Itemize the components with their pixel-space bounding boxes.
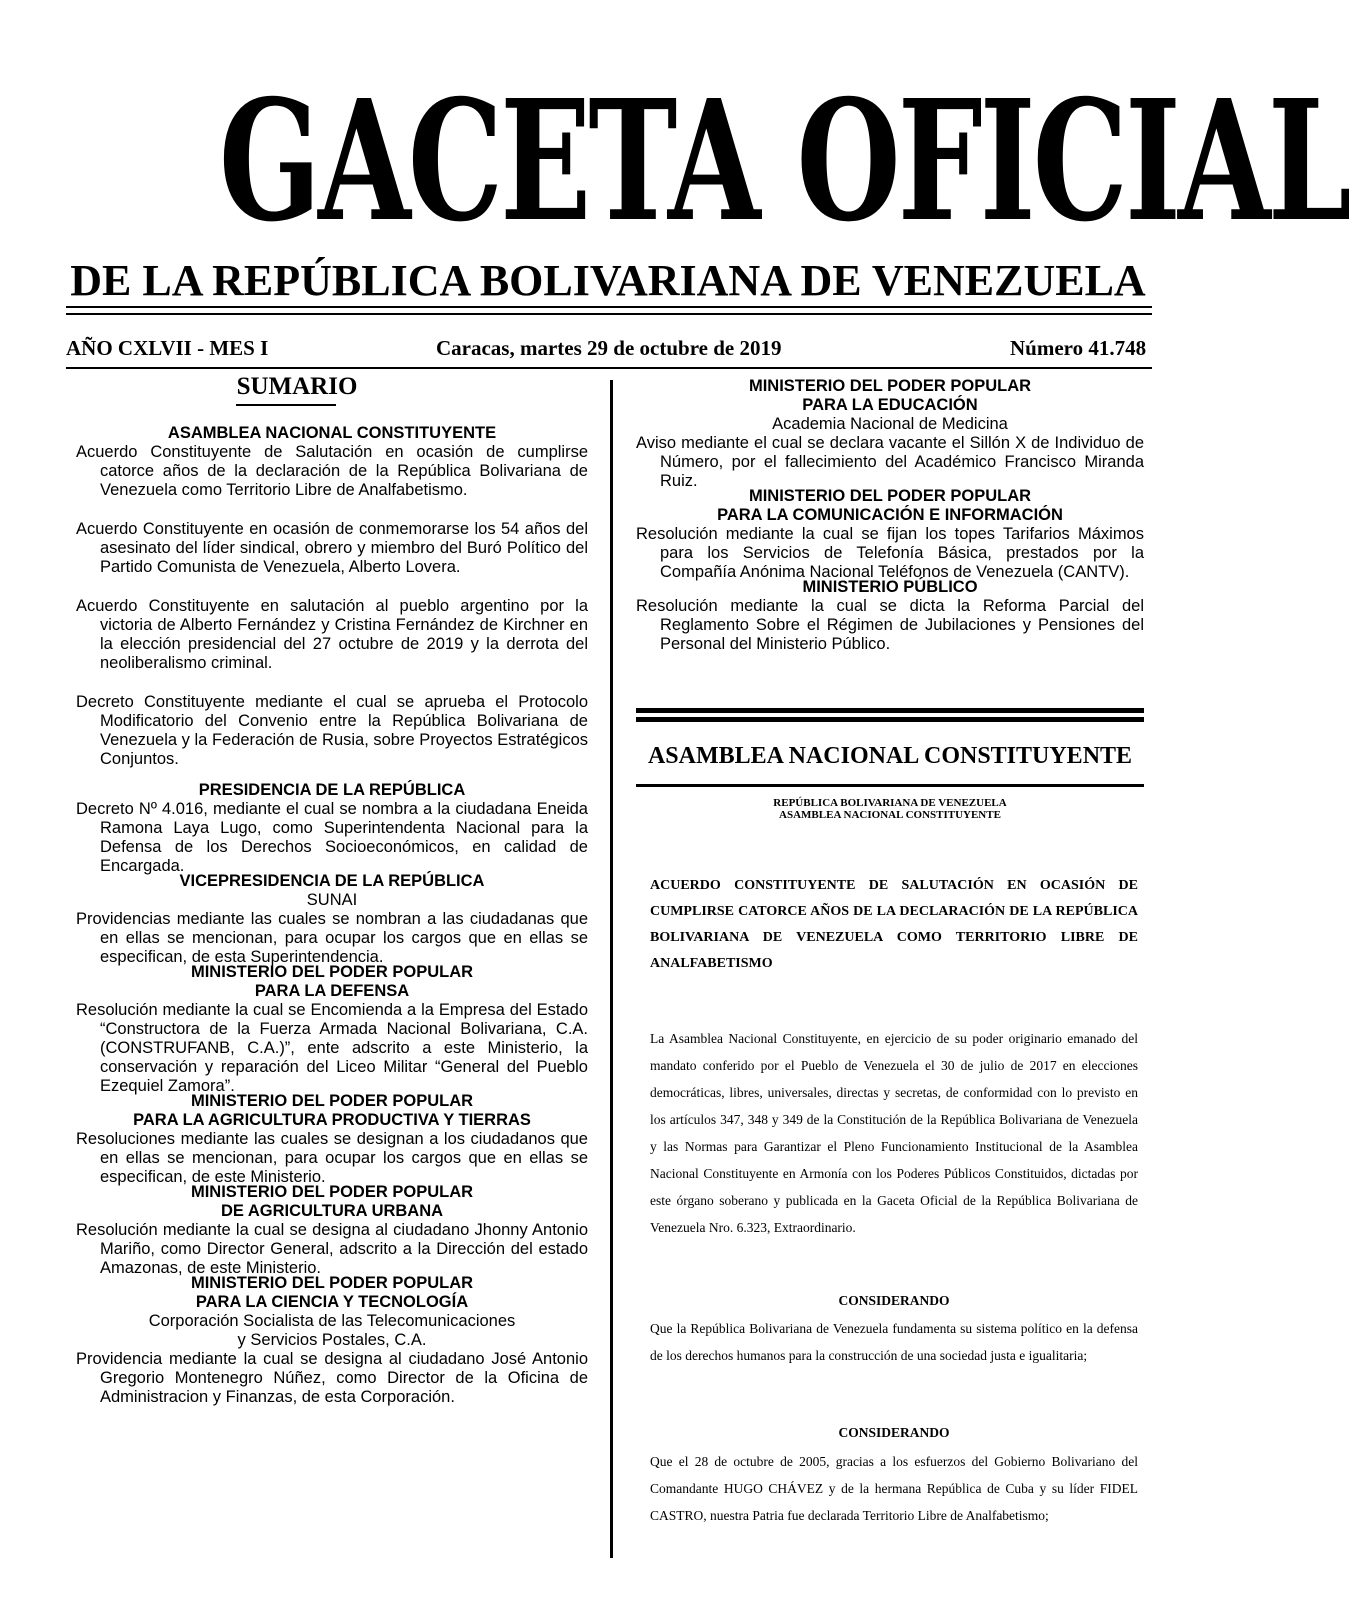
- article-intro: La Asamblea Nacional Constituyente, en ejercicio de su poder originario emanado del mandato conferido por el Pueblo de Venezuela el 30 de julio de 2017 en elecciones democráticas, libres, universales, directas y secretas, de conformidad con lo previsto en los artículos 347, 348 y 349 de la Constitución de la República Bolivariana de Venezuela y las Normas para Garantizar el Pleno Funcionamiento Institucional de la Asamblea Nacional Constituyente en Armonía con los Poderes Públicos Constituidos, dictadas por este órgano soberano y publicada en la Gaceta Oficial de la República Bolivariana de Venezuela Nro. 6.323, Extraordinario.: [650, 1031, 1138, 1235]
- sumario-entry: Resolución mediante la cual se fijan los topes Tarifarios Máximos para los Servicios de Telefonía Básica, prestados por la Compañía Anónima Nacional Teléfonos de Venezuela (CANTV).: [636, 525, 1144, 581]
- sumario-section-defensa: [76, 963, 588, 1096]
- sumario-entry: Resolución mediante la cual se designa al ciudadano Jhonny Antonio Mariño, como Director General, adscrito a la Dirección del estado Amazonas, de este Ministerio.: [76, 1221, 588, 1277]
- section-title-line: PARA LA AGRICULTURA PRODUCTIVA Y TIERRAS: [133, 1111, 531, 1129]
- section-title: VICEPRESIDENCIA DE LA REPÚBLICA: [179, 872, 485, 890]
- section-subtitle: Academia Nacional de Medicina: [772, 415, 1008, 433]
- issue-date: Caracas, martes 29 de octubre de 2019: [436, 336, 782, 360]
- section-title-line: MINISTERIO DEL PODER POPULAR: [748, 487, 1032, 505]
- article-section-heading: ASAMBLEA NACIONAL CONSTITUYENTE: [647, 743, 1133, 769]
- sumario-heading: SUMARIO: [236, 373, 358, 400]
- considerando-heading-1: CONSIDERANDO: [838, 1293, 950, 1308]
- masthead-rule-bottom: [66, 313, 1152, 315]
- section-title-line: MINISTERIO DEL PODER POPULAR: [190, 1183, 474, 1201]
- article-title: ACUERDO CONSTITUYENTE DE SALUTACIÓN EN OCASIÓN DE CUMPLIRSE CATORCE AÑOS DE LA DECLARACIÓN DE LA REPÚBLICA BOLIVARIANA DE VENEZUELA COMO TERRITORIO LIBRE DE ANALFABETISMO: [650, 878, 1138, 971]
- sumario-section-presidencia: [76, 781, 588, 876]
- section-title-line: MINISTERIO DEL PODER POPULAR: [190, 1092, 474, 1110]
- issue-rule: [66, 367, 1152, 369]
- sumario-entry: Decreto Constituyente mediante el cual se aprueba el Protocolo Modificatorio del Convenio entre la República Bolivariana de Venezuela y la Federación de Rusia, sobre Proyectos Estratégicos Conjuntos.: [76, 693, 588, 768]
- sumario-entry: Decreto Nº 4.016, mediante el cual se nombra a la ciudadana Eneida Ramona Laya Lugo, como Superintendenta Nacional para la Defensa de los Derechos Socioeconómicos, en calidad de Encargada.: [76, 800, 588, 875]
- sumario-underline: [236, 404, 336, 406]
- sumario-entry: Providencias mediante las cuales se nombran a las ciudadanas que en ellas se mencionan, para ocupar los cargos que en ellas se especifican, de esta Superintendencia.: [76, 910, 588, 966]
- sumario-left-column: [76, 372, 588, 1419]
- article-header-line-2: ASAMBLEA NACIONAL CONSTITUYENTE: [779, 809, 1001, 821]
- sumario-entry: Acuerdo Constituyente en ocasión de conmemorarse los 54 años del asesinato del líder sindical, obrero y miembro del Buró Político del Partido Comunista de Venezuela, Alberto Lovera.: [76, 520, 588, 576]
- sumario-entry: Acuerdo Constituyente de Salutación en ocasión de cumplirse catorce años de la declaración de la República Bolivariana de Venezuela como Territorio Libre de Analfabetismo.: [76, 443, 588, 499]
- sumario-section-vicepresidencia: [76, 872, 588, 967]
- sumario-section-ciencia: [76, 1274, 588, 1407]
- section-title: ASAMBLEA NACIONAL CONSTITUYENTE: [167, 424, 497, 442]
- article-header-line-1: REPÚBLICA BOLIVARIANA DE VENEZUELA: [773, 797, 1007, 809]
- sumario-entry: Resoluciones mediante las cuales se designan a los ciudadanos que en ellas se mencionan, para ocupar los cargos que en ellas se especifican, de este Ministerio.: [76, 1130, 588, 1186]
- gazette-masthead-subtitle: DE LA REPÚBLICA BOLIVARIANA DE VENEZUELA: [70, 256, 1146, 305]
- sumario-entry: Providencia mediante la cual se designa al ciudadano José Antonio Gregorio Montenegro Núñez, como Director de la Oficina de Administracion y Finanzas, de esta Corporación.: [76, 1350, 588, 1406]
- sumario-entry: Acuerdo Constituyente en salutación al pueblo argentino por la victoria de Alberto Fernández y Cristina Fernández de Kirchner en la elección presidencial del 27 octubre de 2019 y la derrota del neoliberalismo criminal.: [76, 597, 588, 672]
- considerando-text-2: Que el 28 de octubre de 2005, gracias a los esfuerzos del Gobierno Bolivariano del Comandante HUGO CHÁVEZ y de la hermana República de Cuba y su líder FIDEL CASTRO, nuestra Patria fue declarada Territorio Libre de Analfabetismo;: [650, 1454, 1138, 1523]
- section-title-line: MINISTERIO DEL PODER POPULAR: [748, 377, 1032, 395]
- masthead-rule-top: [66, 306, 1152, 308]
- section-title-line: MINISTERIO DEL PODER POPULAR: [190, 963, 474, 981]
- sumario-entry: Aviso mediante el cual se declara vacante el Sillón X de Individuo de Número, por el fallecimiento del Académico Francisco Miranda Ruiz.: [636, 434, 1144, 490]
- section-title-line: PARA LA COMUNICACIÓN E INFORMACIÓN: [717, 506, 1063, 524]
- section-title: PRESIDENCIA DE LA REPÚBLICA: [198, 781, 466, 799]
- section-rule-thin: [636, 717, 1144, 722]
- sumario-section-comunicacion: [636, 487, 1144, 582]
- section-subtitle-line: y Servicios Postales, C.A.: [237, 1331, 427, 1349]
- section-title-line: PARA LA EDUCACIÓN: [802, 396, 978, 414]
- considerando-heading-2: CONSIDERANDO: [838, 1425, 950, 1440]
- considerando-text-1: Que la República Bolivariana de Venezuela fundamenta su sistema político en la defensa de los derechos humanos para la construcción de una sociedad justa e igualitaria;: [650, 1321, 1138, 1363]
- sumario-section-educacion: [636, 377, 1144, 491]
- sumario-section-ministerio-publico: [636, 578, 1144, 654]
- sumario-section-agricultura-productiva: [76, 1092, 588, 1187]
- column-divider: [610, 380, 613, 1558]
- section-title-line: MINISTERIO PÚBLICO: [802, 578, 978, 596]
- sumario-entry: Resolución mediante la cual se Encomienda a la Empresa del Estado “Constructora de la Fuerza Armada Nacional Bolivariana, C.A. (CONSTRUFANB, C.A.)”, ente adscrito a este Ministerio, la conservación y reparación del Liceo Militar “General del Pueblo Ezequiel Zamora”.: [76, 1001, 588, 1095]
- sumario-entry: Resolución mediante la cual se dicta la Reforma Parcial del Reglamento Sobre el Régimen de Jubilaciones y Pensiones del Personal del Ministerio Público.: [636, 597, 1144, 653]
- gazette-masthead-title: GACETA OFICIAL: [218, 64, 1349, 259]
- sumario-right-column: [636, 377, 1144, 666]
- section-subtitle-line: Corporación Socialista de las Telecomunicaciones: [148, 1312, 516, 1330]
- section-title-line: PARA LA DEFENSA: [254, 982, 410, 1000]
- section-subtitle: SUNAI: [306, 891, 358, 909]
- section-title-line: PARA LA CIENCIA Y TECNOLOGÍA: [195, 1293, 469, 1311]
- section-rule-thick: [636, 708, 1144, 713]
- sumario-section-agricultura-urbana: [76, 1183, 588, 1278]
- section-title-line: DE AGRICULTURA URBANA: [220, 1202, 444, 1220]
- sumario-section-asamblea: [76, 424, 588, 769]
- issue-year-month: AÑO CXLVII - MES I: [66, 336, 269, 360]
- issue-number: Número 41.748: [1010, 336, 1147, 360]
- article-heading-rule: [636, 784, 1144, 787]
- section-title-line: MINISTERIO DEL PODER POPULAR: [190, 1274, 474, 1292]
